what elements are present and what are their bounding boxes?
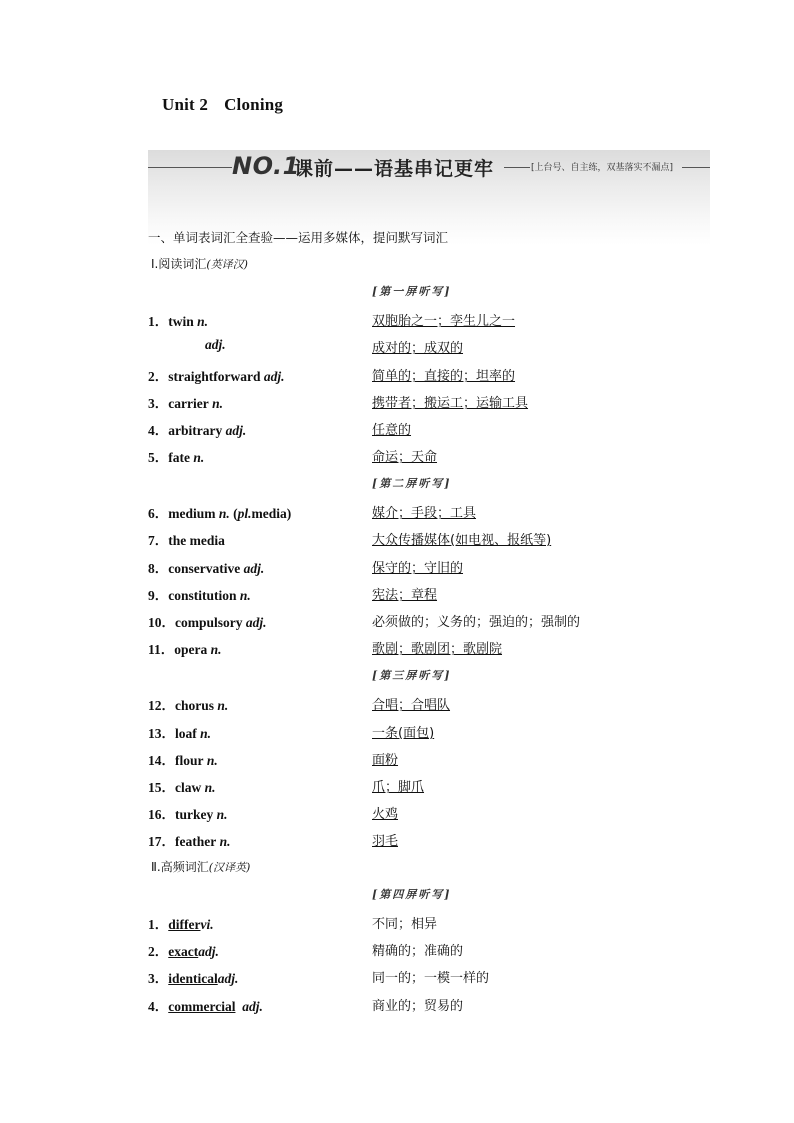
vocab-term: 4．arbitrary adj. (148, 423, 247, 438)
frequent-vocab-paren: (汉译英) (208, 861, 251, 874)
vocab-row (0, 749, 794, 771)
vocab-row (0, 611, 794, 633)
vocab-term: 4．commercial adj. (148, 999, 263, 1014)
unit-label: Unit 2 (162, 95, 209, 114)
frequent-vocab-label: Ⅱ.高频词汇 (151, 860, 209, 874)
vocab-row (0, 392, 794, 414)
banner-heading: 课前——语基串记更牢 (294, 158, 495, 180)
vocab-term: 2．exactadj. (148, 944, 219, 959)
vocab-meaning: 必须做的；义务的；强迫的；强制的 (372, 615, 581, 630)
vocab-term: 10．compulsory adj. (148, 615, 267, 630)
vocab-meaning: 一条(面包) (372, 726, 435, 741)
vocab-term: adj. (205, 337, 226, 352)
frequent-vocab-title (151, 858, 250, 875)
vocab-meaning: 宪法；章程 (372, 588, 438, 603)
vocab-row (0, 830, 794, 852)
vocab-row (0, 803, 794, 825)
reading-vocab-paren: (英译汉) (206, 258, 248, 271)
vocab-meaning: 携带者；搬运工；运输工具 (372, 396, 529, 411)
vocab-term: 2．straightforward adj. (148, 369, 285, 384)
vocab-row (0, 913, 794, 935)
vocab-meaning: 面粉 (372, 753, 399, 768)
vocab-row (0, 940, 794, 962)
vocab-term: 9．constitution n. (148, 588, 251, 603)
vocab-meaning: 商业的；贸易的 (372, 999, 464, 1014)
group-label-2: [第二屏听写] (372, 477, 452, 490)
vocab-term: 3．carrier n. (148, 396, 223, 411)
vocab-term: 13．loaf n. (148, 726, 212, 741)
vocab-meaning: 命运；天命 (372, 450, 438, 465)
vocab-term: 16．turkey n. (148, 807, 228, 822)
vocab-meaning: 任意的 (372, 423, 412, 438)
vocab-meaning: 歌剧；歌剧团；歌剧院 (372, 642, 503, 657)
vocab-term: 14．flour n. (148, 753, 218, 768)
vocab-meaning: 大众传播媒体(如电视、报纸等) (372, 533, 552, 548)
vocab-row (0, 529, 794, 551)
vocab-row (0, 967, 794, 989)
vocab-meaning: 同一的；一模一样的 (372, 971, 490, 986)
banner-rule-right (682, 167, 710, 168)
unit-title (162, 95, 283, 115)
vocab-meaning: 不同；相异 (372, 917, 438, 932)
group-label-3: [第三屏听写] (372, 669, 452, 682)
banner-number: NO.1 (232, 152, 300, 180)
vocab-meaning: 羽毛 (372, 834, 399, 849)
vocab-row (0, 722, 794, 744)
banner-rule-left (148, 167, 232, 168)
vocab-term: 8．conservative adj. (148, 561, 265, 576)
vocab-row (0, 446, 794, 468)
group-label-1: [第一屏听写] (372, 285, 452, 298)
group-label-4: [第四屏听写] (372, 888, 452, 901)
vocab-meaning: 火鸡 (372, 807, 399, 822)
reading-vocab-title (151, 255, 248, 272)
reading-vocab-label: Ⅰ.阅读词汇 (151, 257, 207, 271)
vocab-term: 1．differvi. (148, 917, 214, 932)
vocab-term: 5．fate n. (148, 450, 205, 465)
vocab-term: 7．the media (148, 533, 225, 548)
vocab-row (0, 310, 794, 332)
vocab-term: 12．chorus n. (148, 698, 229, 713)
vocab-meaning: 保守的；守旧的 (372, 561, 464, 576)
vocab-row (0, 694, 794, 716)
vocab-row (0, 365, 794, 387)
vocab-term: 15．claw n. (148, 780, 216, 795)
vocab-meaning: 双胞胎之一；孪生儿之一 (372, 314, 516, 329)
vocab-meaning: 简单的；直接的；坦率的 (372, 369, 516, 384)
vocab-meaning: 精确的；准确的 (372, 944, 464, 959)
vocab-term: 6．medium n. (pl.media) (148, 506, 292, 521)
vocab-meaning: 媒介；手段；工具 (372, 506, 477, 521)
banner-rule-mid (504, 167, 530, 168)
vocab-row (0, 419, 794, 441)
vocab-term: 1．twin n. (148, 314, 209, 329)
section-title: 一、单词表词汇全查验——运用多媒体，提问默写词汇 (148, 230, 449, 245)
vocab-row (0, 557, 794, 579)
vocab-meaning: 成对的；成双的 (372, 341, 464, 356)
vocab-meaning: 爪；脚爪 (372, 780, 425, 795)
vocab-row (0, 502, 794, 524)
unit-topic: Cloning (224, 95, 284, 114)
vocab-row (0, 995, 794, 1017)
vocab-row (0, 776, 794, 798)
vocab-meaning: 合唱；合唱队 (372, 698, 451, 713)
vocab-row (0, 337, 794, 359)
vocab-term: 11．opera n. (148, 642, 222, 657)
banner-subtitle: [上台号、自主练，双基落实不漏点] (531, 163, 674, 173)
vocab-term: 3．identicaladj. (148, 971, 239, 986)
vocab-row (0, 638, 794, 660)
vocab-row (0, 584, 794, 606)
vocab-term: 17．feather n. (148, 834, 231, 849)
